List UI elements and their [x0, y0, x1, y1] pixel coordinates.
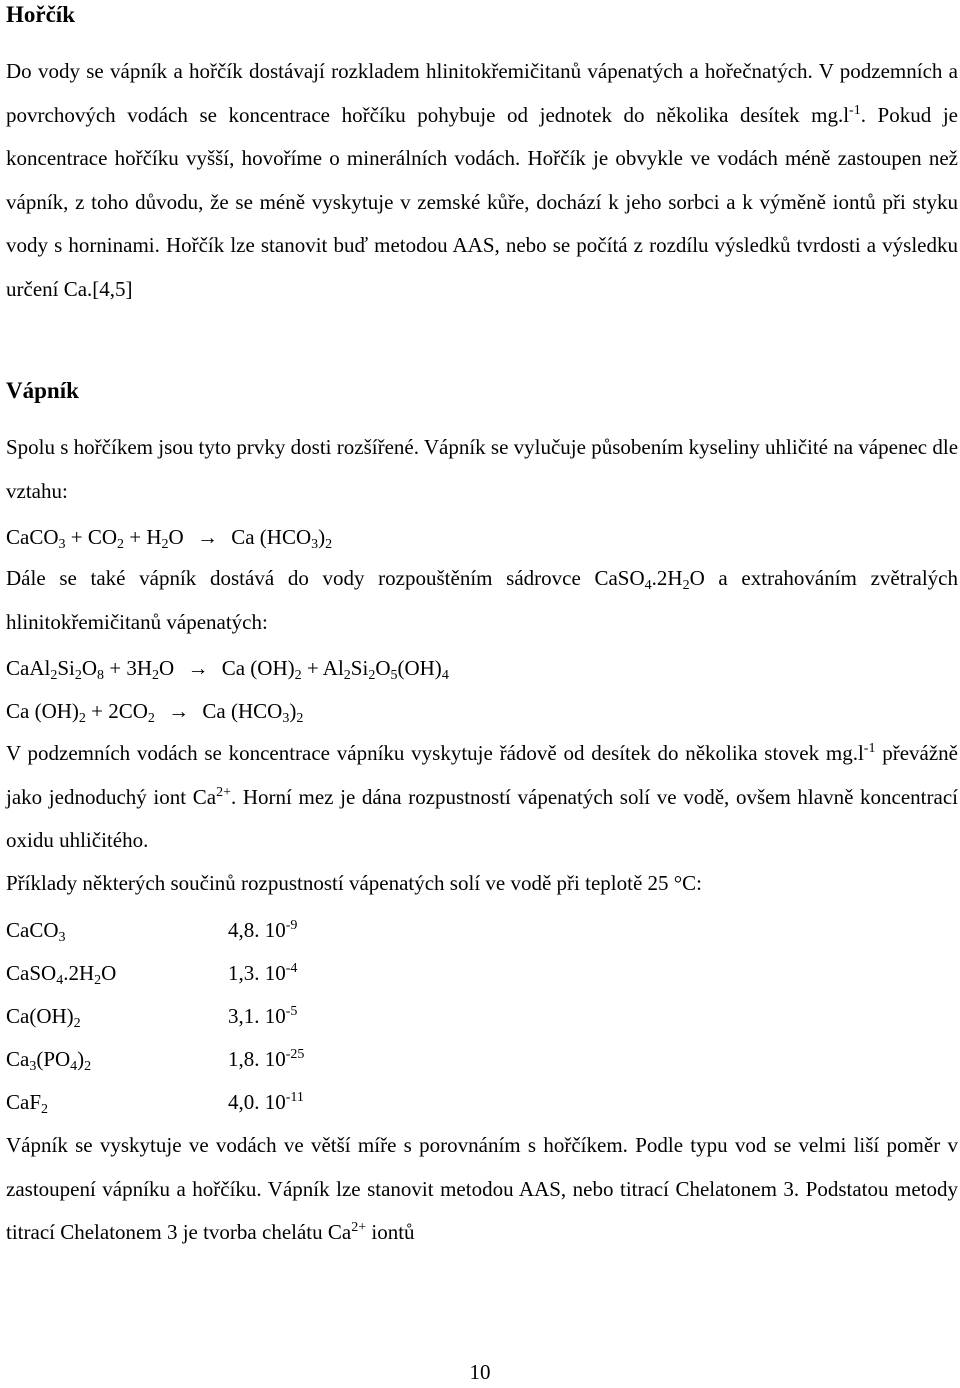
paragraph-vapnik-dissolution: Dále se také vápník dostává do vody rozpouštěním sádrovce $CaSO_4.2H_2O$ a extrahováním zvětralých hlinitokřemičitanů vápenatých:	[6, 566, 959, 634]
paragraph-vapnik-groundwater: V podzemních vodách se koncentrace vápníku vyskytuje řádově od desítek do několika stovek $mg.l^{-1}$ převážně jako jednoduchý iont $Ca^{2+}$. Horní mez je dána rozpustností vápenatých solí ve vodě, ovšem hlavně koncentrací oxidu uhličitého.	[6, 741, 958, 852]
page-number: 10	[469, 1360, 491, 1384]
paragraph-vapnik-intro: Spolu s hořčíkem jsou tyto prvky dosti rozšířené. Vápník se vylučuje působením kyseliny uhličité na vápenec dle vztahu:	[6, 435, 959, 503]
heading-horcik: Hořčík	[6, 2, 75, 27]
equation-2: $CaAl_2Si_2O_8 + 3H_2O \to Ca$ $(OH)_2 + Al_2Si_2O_5(OH)_4$	[6, 656, 449, 683]
paragraph-vapnik-determination: Vápník se vyskytuje ve vodách ve větší míře s porovnáním s hořčíkem. Podle typu vod se velmi liší poměr v zastoupení vápníku a hořčíku. Vápník lze stanovit metodou AAS, nebo titrací Chelatonem 3. Podstatou metody titrací Chelatonem 3 je tvorba chelátu $Ca^{2+}$ iontů	[6, 1133, 958, 1244]
heading-vapnik: Vápník	[6, 378, 79, 403]
paragraph-solubility-intro: Příklady některých součinů rozpustností vápenatých solí ve vodě při teplotě 25 °C:	[6, 871, 703, 895]
equation-3: Ca $(OH)_2 + 2CO_2 \to Ca$ $(HCO_3)_2$	[6, 699, 304, 726]
paragraph-horcik: Do vody se vápník a hořčík dostávají rozkladem hlinitokřemičitanů vápenatých a hořečnatých. V podzemních a povrchových vodách se koncentrace hořčíku pohybuje od jednotek do několika desítek $mg.l^{-1}$. Pokud je koncentrace hořčíku vyšší, hovoříme o minerálních vodách. Hořčík je obvykle ve vodách méně zastoupen než vápník, z toho důvodu, že se méně vyskytuje v zemské kůře, dochází k jeho sorbci a k výměně iontů při styku vody s horninami. Hořčík lze stanovit buď metodou AAS, nebo se počítá z rozdílu výsledků tvrdosti a výsledku určení Ca.[4,5]	[6, 59, 958, 301]
equation-1: CaCO$_3$ + $CO_2 + H_2O \to Ca$ $(HCO_3)_2$	[6, 525, 333, 552]
